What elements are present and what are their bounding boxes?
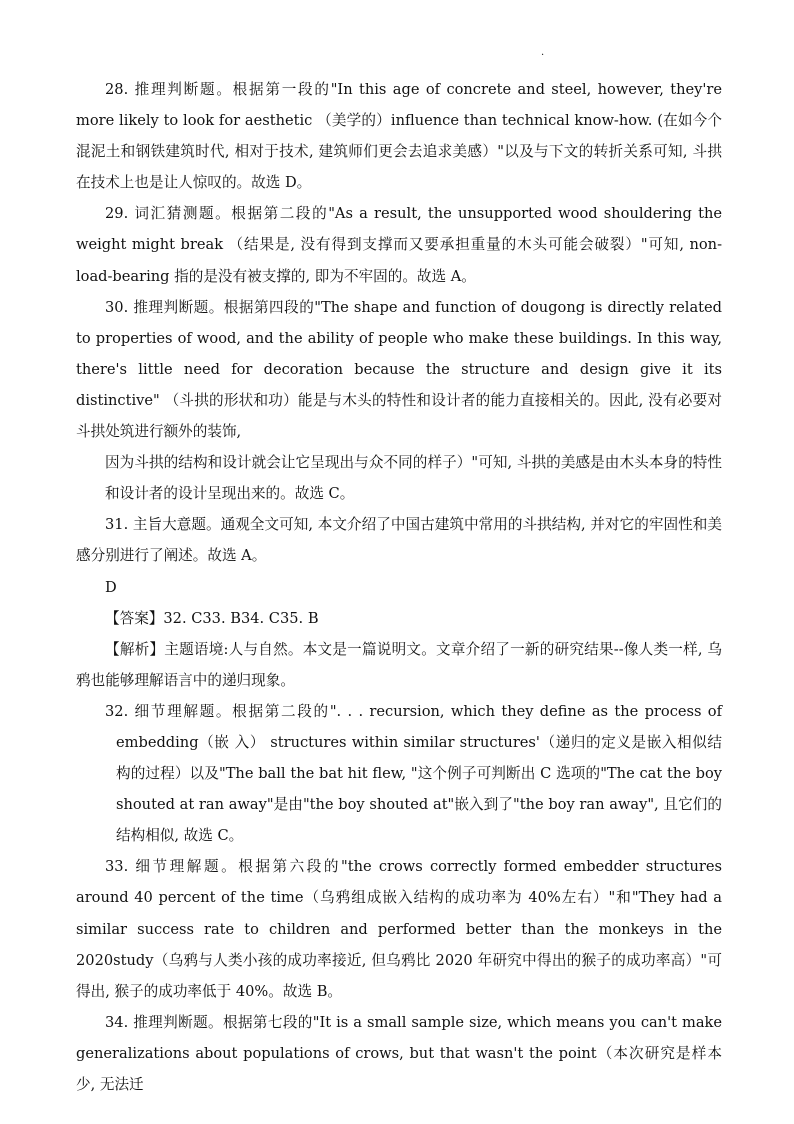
top-mark: . — [541, 47, 545, 58]
paragraph-q30-part2: 因为斗拱的结构和设计就会让它呈现出与众不同的样子）"可知, 斗拱的美感是由木头本身的特性和设计者的设计呈现出来的。故选 C。 — [105, 454, 722, 503]
paragraph-q32: 32. 细节理解题。根据第二段的". . . recursion, which they define as the process of embedding（嵌 入） structures within similar structures'（递归的定义是嵌入相似结构的过程）以及"The ball the bat hit flew, "这个例子可判断出 C 选项的"The cat the boy shouted at ran away"是由"the boy shouted at"嵌入到了"the boy ran away", 且它们的结构相似, 故选 C。 — [105, 702, 722, 845]
paragraph-q33: 33. 细节理解题。根据第六段的"the crows correctly formed embedder structures around 40 percent of the time（乌鸦组成嵌入结构的成功率为 40%左右）"和"They had a similar success rate to children and performed better than the monkeys in the 2020study（乌鸦与人类小孩的成功率接近, 但乌鸦比 2020 年研究中得出的猴子的成功率高）"可得出, 猴子的成功率低于 40%。故选 B。 — [76, 858, 722, 1000]
section-letter: D — [105, 578, 117, 596]
paragraph-q34: 34. 推理判断题。根据第七段的"It is a small sample size, which means you can't make generalizations about populations of crows, but that wasn't the point（本次研究是样本少, 无法迁 — [76, 1013, 722, 1093]
paragraph-q31: 31. 主旨大意题。通观全文可知, 本文介绍了中国古建筑中常用的斗拱结构, 并对它的牢固性和美感分别进行了阐述。故选 A。 — [76, 516, 722, 565]
analysis-intro: 【解析】主题语境:人与自然。本文是一篇说明文。文章介绍了一新的研究结果--像人类一样, 乌鸦也能够理解语言中的递归现象。 — [76, 640, 722, 689]
paragraph-q30-part1: 30. 推理判断题。根据第四段的"The shape and function of dougong is directly related to properties of wood, and the ability of people who make these buildings. In this way, there's little need for decoration because the structure and design give it its distinctive" （斗拱的形状和功）能是与木头的特性和设计者的能力直接相关的。因此, 没有必要对斗拱处筑进行额外的装饰, — [76, 298, 722, 441]
answer-explanations — [76, 74, 722, 1100]
paragraph-q28: 28. 推理判断题。根据第一段的"In this age of concrete and steel, however, they're more likely to look for aesthetic （美学的）influence than technical know-how. (在如今个混泥土和钢铁建筑时代, 相对于技术, 建筑师们更会去追求美感）"以及与下文的转折关系可知, 斗拱在技术上也是让人惊叹的。故选 D。 — [76, 81, 722, 192]
answer-key: 【答案】32. C33. B34. C35. B — [105, 609, 319, 627]
paragraph-q29: 29. 词汇猜测题。根据第二段的"As a result, the unsupported wood shouldering the weight might break （结果是, 没有得到支撑而又要承担重量的木头可能会破裂）"可知, non-load-bearing 指的是没有被支撑的, 即为不牢固的。故选 A。 — [76, 205, 722, 285]
